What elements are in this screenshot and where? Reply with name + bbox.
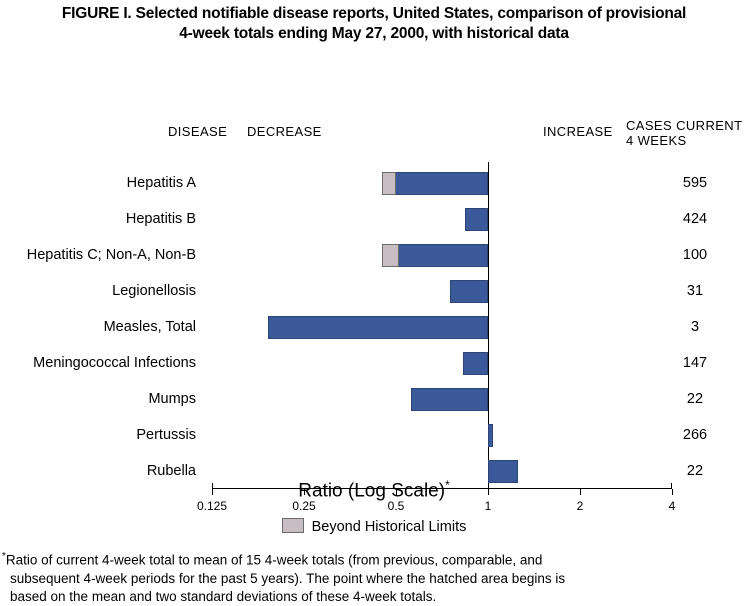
figure-title-line2: 4-week totals ending May 27, 2000, with historical data [179,25,569,42]
column-header-cases-line1: CASES CURRENT [626,118,743,133]
column-header-cases-line2: 4 WEEKS [626,133,687,148]
category-label: Measles, Total [103,319,196,335]
legend-label-beyond-limits: Beyond Historical Limits [311,519,467,535]
case-count-value: 100 [682,247,708,263]
x-tick-label: 1 [484,499,492,513]
legend [0,518,748,535]
x-axis-title [0,478,748,502]
category-label: Meningococcal Infections [33,355,196,371]
category-label: Hepatitis B [125,211,196,227]
x-tick-label: 0.125 [196,499,228,513]
category-label: Legionellosis [112,283,196,299]
x-tick-label: 0.5 [387,499,405,513]
footnote [2,548,746,606]
footnote-line3: based on the mean and two standard deviations of these 4-week totals. [10,588,437,604]
category-label: Hepatitis C; Non-A, Non-B [26,247,196,263]
x-tick-label: 0.25 [292,499,316,513]
category-label: Mumps [148,391,196,407]
category-label: Pertussis [136,427,196,443]
legend-swatch-beyond-limits-icon [282,518,304,533]
x-tick-label: 2 [576,499,584,513]
x-tick-label: 4 [668,499,676,513]
case-count-value: 595 [682,175,708,191]
case-count-value: 22 [686,463,704,479]
case-count-value: 31 [686,283,704,299]
case-count-value: 22 [686,391,704,407]
case-count-value: 424 [682,211,708,227]
column-header-increase: INCREASE [543,124,613,139]
column-header-decrease: DECREASE [247,124,322,139]
case-count-value: 3 [690,319,700,335]
category-label: Hepatitis A [126,175,196,191]
footnote-line1: Ratio of current 4-week total to mean of 15 4-week totals (from previous, comparable, and [5,552,543,568]
x-axis-title-text: Ratio (Log Scale) [298,480,446,502]
footnote-line2: subsequent 4-week periods for the past 5 years). The point where the hatched area begins is [10,570,566,586]
case-count-value: 147 [682,355,708,371]
column-header-disease: DISEASE [168,124,228,139]
x-axis-title-marker: * [445,478,450,492]
case-count-value: 266 [682,427,708,443]
category-label: Rubella [146,463,196,479]
figure-title-line1: FIGURE I. Selected notifiable disease reports, United States, comparison of provisional [61,5,687,22]
footnote-marker: * [2,551,6,562]
figure-title [0,0,748,44]
